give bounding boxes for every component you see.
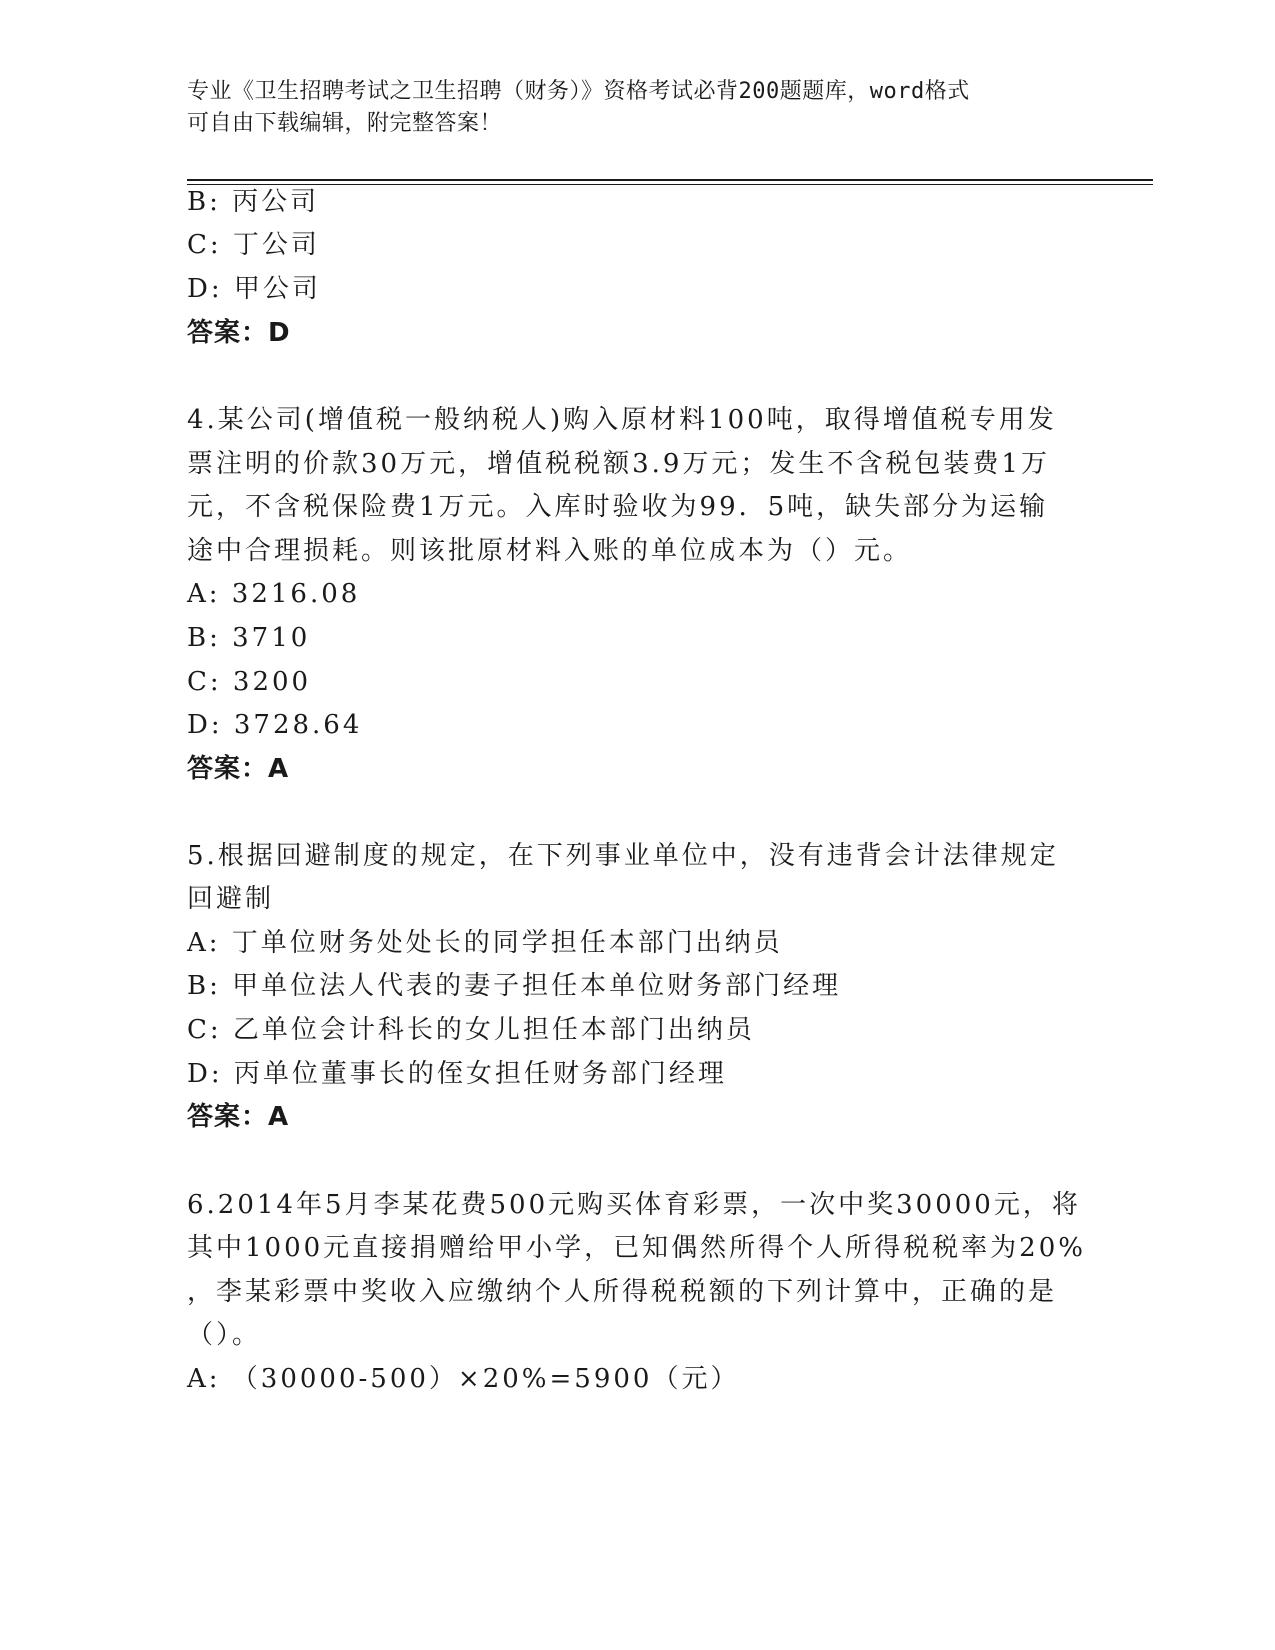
q4-option-a: A: 3216.08: [187, 579, 361, 609]
q5-answer: 答案：A: [187, 1102, 290, 1132]
q6-stem-line-1: 6.2014年5月李某花费500元购买体育彩票，一次中奖30000元，将: [187, 1190, 1081, 1220]
header-divider-thick: [187, 179, 1153, 181]
q3-option-d: D: 甲公司: [187, 274, 321, 304]
q3-answer: 答案：D: [187, 318, 291, 348]
q4-stem-line-2: 票注明的价款30万元，增值税税额3.9万元；发生不含税包装费1万: [187, 449, 1050, 479]
q4-stem-line-1: 4.某公司(增值税一般纳税人)购入原材料100吨，取得增值税专用发: [187, 405, 1057, 435]
q5-option-c: C: 乙单位会计科长的女儿担任本部门出纳员: [187, 1015, 755, 1045]
q4-stem-line-3: 元，不含税保险费1万元。入库时验收为99．5吨，缺失部分为运输: [187, 492, 1049, 522]
q5-stem-line-1: 5.根据回避制度的规定，在下列事业单位中，没有违背会计法律规定: [187, 841, 1059, 871]
header-title-line-1: 专业《卫生招聘考试之卫生招聘（财务）》资格考试必背200题题库，word格式: [187, 79, 970, 104]
q3-option-b: B: 丙公司: [187, 187, 320, 217]
q6-option-a: A: （30000-500）×20%=5900（元）: [187, 1364, 740, 1394]
q6-stem-line-3: ，李某彩票中奖收入应缴纳个人所得税税额的下列计算中，正确的是: [187, 1277, 1058, 1307]
q4-option-c: C: 3200: [187, 667, 312, 697]
q3-option-c: C: 丁公司: [187, 230, 320, 260]
q5-option-a: A: 丁单位财务处处长的同学担任本部门出纳员: [187, 928, 783, 958]
header-divider-thin: [187, 184, 1153, 185]
q5-stem-line-2: 回避制: [187, 884, 275, 914]
q4-answer: 答案：A: [187, 754, 290, 784]
q4-option-d: D: 3728.64: [187, 710, 363, 740]
q4-option-b: B: 3710: [187, 623, 311, 653]
document-header: [187, 76, 1067, 140]
header-title-line-2: 可自由下载编辑，附完整答案！: [187, 111, 503, 136]
q4-stem-line-4: 途中合理损耗。则该批原材料入账的单位成本为（）元。: [187, 536, 913, 566]
q5-option-d: D: 丙单位董事长的侄女担任财务部门经理: [187, 1059, 727, 1089]
q5-option-b: B: 甲单位法人代表的妻子担任本单位财务部门经理: [187, 971, 842, 1001]
q6-stem-line-2: 其中1000元直接捐赠给甲小学，已知偶然所得个人所得税税率为20%: [187, 1233, 1086, 1263]
q6-stem-line-4: （）。: [187, 1320, 262, 1350]
